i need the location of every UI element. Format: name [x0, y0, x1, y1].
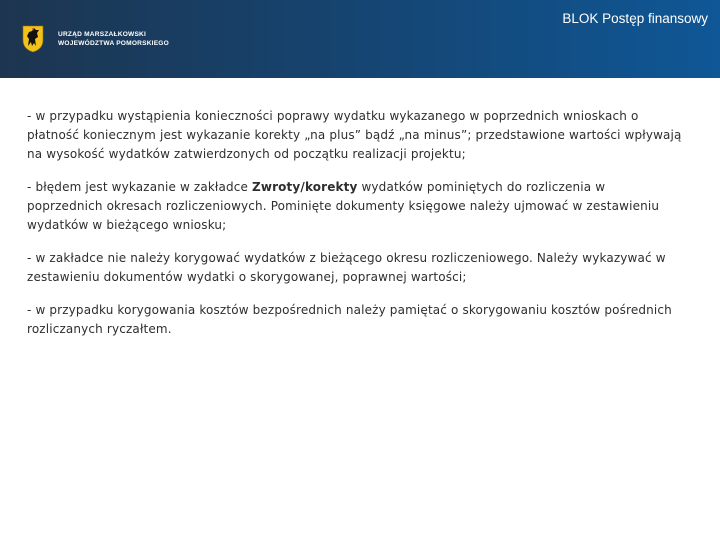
paragraph-4: - w przypadku korygowania kosztów bezpośrednich należy pamiętać o skorygowaniu kosztów pośrednich rozliczanych ryczałtem.: [27, 303, 672, 336]
griffin-crest-icon: [22, 25, 44, 53]
institution-logo: [22, 25, 169, 53]
paragraph-2-after: wydatków pominiętych do rozliczenia w poprzednich okresach rozliczeniowych. Pominięte dokumenty księgowe należy ujmować w zestawieniu wydatków w bieżącego wniosku;: [27, 180, 660, 232]
logo-line-2: WOJEWÓDZTWA POMORSKIEGO: [58, 40, 169, 47]
slide-title: BLOK Postęp finansowy: [562, 11, 708, 26]
paragraph-2: [27, 178, 682, 235]
content-body: [27, 107, 682, 353]
paragraph-2-before: - błędem jest wykazanie w zakładce: [27, 180, 252, 194]
paragraph-3: - w zakładce nie należy korygować wydatków z bieżącego okresu rozliczeniowego. Należy wykazywać w zestawieniu dokumentów wydatki o skorygowanej, poprawnej wartości;: [27, 251, 666, 284]
paragraph-1: - w przypadku wystąpienia konieczności poprawy wydatku wykazanego w poprzednich wnioskach o płatność koniecznym jest wykazanie korekty „na plus” bądź „na minus”; przedstawione wartości wpływają na wysokość wydatków zatwierdzonych od początku realizacji projektu;: [27, 109, 682, 161]
header-bar: [0, 0, 720, 78]
zwroty-korekty-tab-name: Zwroty/korekty: [252, 180, 358, 194]
logo-text: [58, 30, 169, 48]
logo-line-1: URZĄD MARSZAŁKOWSKI: [58, 31, 147, 38]
